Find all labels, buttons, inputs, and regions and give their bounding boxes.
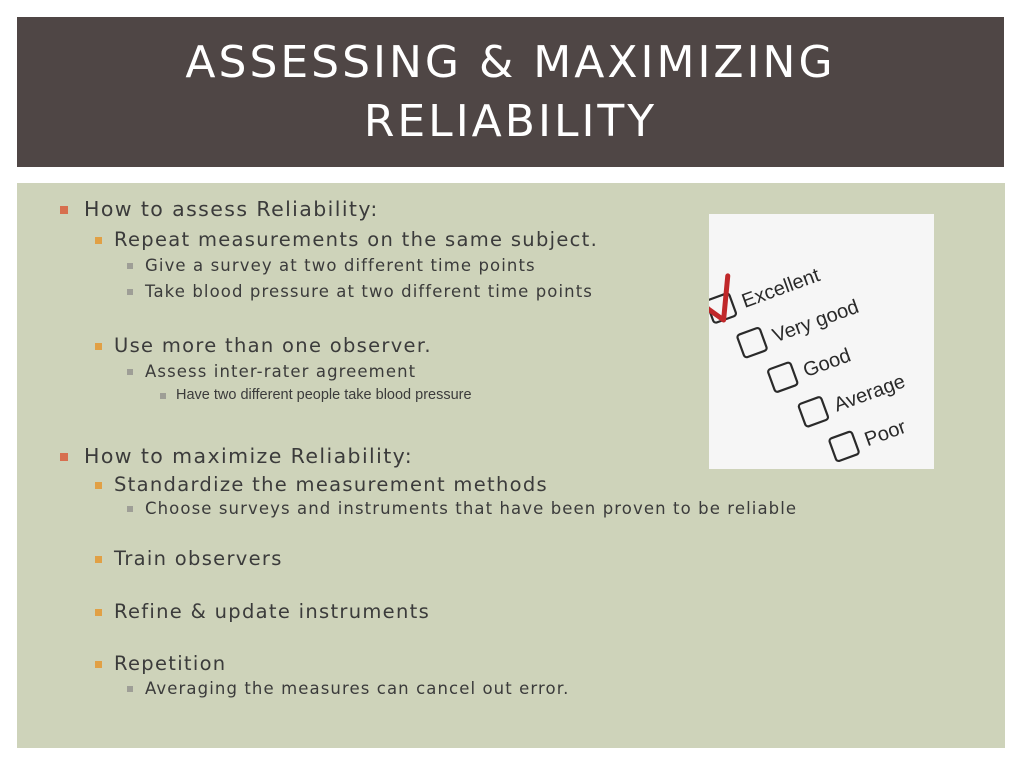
refine-text: Refine & update instruments bbox=[114, 600, 431, 623]
standardize-text: Standardize the measurement methods bbox=[114, 473, 548, 496]
bullet-survey bbox=[145, 256, 536, 275]
rating-checklist-image bbox=[709, 214, 934, 469]
square-bullet-icon bbox=[95, 661, 102, 668]
choose-text: Choose surveys and instruments that have been proven to be reliable bbox=[145, 499, 798, 518]
bullet-standardize bbox=[114, 473, 548, 496]
bullet-assess bbox=[84, 197, 379, 221]
option-good: Good bbox=[800, 344, 854, 382]
bullet-two-people bbox=[176, 387, 472, 403]
survey-text: Give a survey at two different time points bbox=[145, 256, 536, 275]
train-text: Train observers bbox=[114, 547, 283, 570]
square-bullet-icon bbox=[95, 343, 102, 350]
bullet-blood bbox=[145, 282, 593, 301]
square-bullet-icon bbox=[127, 686, 133, 692]
square-bullet-icon bbox=[95, 237, 102, 244]
option-very-good: Very good bbox=[769, 295, 862, 348]
observer-text: Use more than one observer. bbox=[114, 334, 432, 357]
option-poor: Poor bbox=[861, 415, 909, 452]
square-bullet-icon bbox=[160, 393, 166, 399]
bullet-choose bbox=[145, 499, 797, 518]
square-bullet-icon bbox=[127, 369, 133, 375]
inter-rater-text: Assess inter-rater agreement bbox=[145, 362, 417, 381]
bullet-maximize bbox=[84, 444, 413, 468]
repeat-text: Repeat measurements on the same subject. bbox=[114, 228, 599, 251]
two-people-text: Have two different people take blood pressure bbox=[176, 387, 472, 403]
bullet-train bbox=[114, 547, 283, 570]
bullet-refine bbox=[114, 600, 430, 623]
maximize-heading: How to maximize Reliability: bbox=[84, 444, 414, 468]
content-area bbox=[17, 183, 1005, 748]
title-bar bbox=[17, 17, 1004, 167]
bullet-inter-rater bbox=[145, 362, 416, 381]
option-excellent: Excellent bbox=[738, 264, 823, 313]
square-bullet-icon bbox=[127, 506, 133, 512]
slide-title: ASSESSING & MAXIMIZING RELIABILITY bbox=[185, 37, 836, 147]
option-average: Average bbox=[831, 370, 909, 417]
square-bullet-icon bbox=[60, 453, 68, 461]
bullet-averaging bbox=[145, 679, 569, 698]
averaging-text: Averaging the measures can cancel out error. bbox=[145, 679, 570, 698]
blood-text: Take blood pressure at two different time points bbox=[145, 282, 594, 301]
assess-heading: How to assess Reliability: bbox=[84, 197, 379, 221]
square-bullet-icon bbox=[95, 482, 102, 489]
square-bullet-icon bbox=[127, 263, 133, 269]
bullet-observer bbox=[114, 334, 432, 357]
bullet-repetition bbox=[114, 652, 226, 675]
square-bullet-icon bbox=[95, 609, 102, 616]
square-bullet-icon bbox=[60, 206, 68, 214]
bullet-repeat bbox=[114, 228, 598, 251]
repetition-text: Repetition bbox=[114, 652, 227, 675]
square-bullet-icon bbox=[127, 289, 133, 295]
square-bullet-icon bbox=[95, 556, 102, 563]
